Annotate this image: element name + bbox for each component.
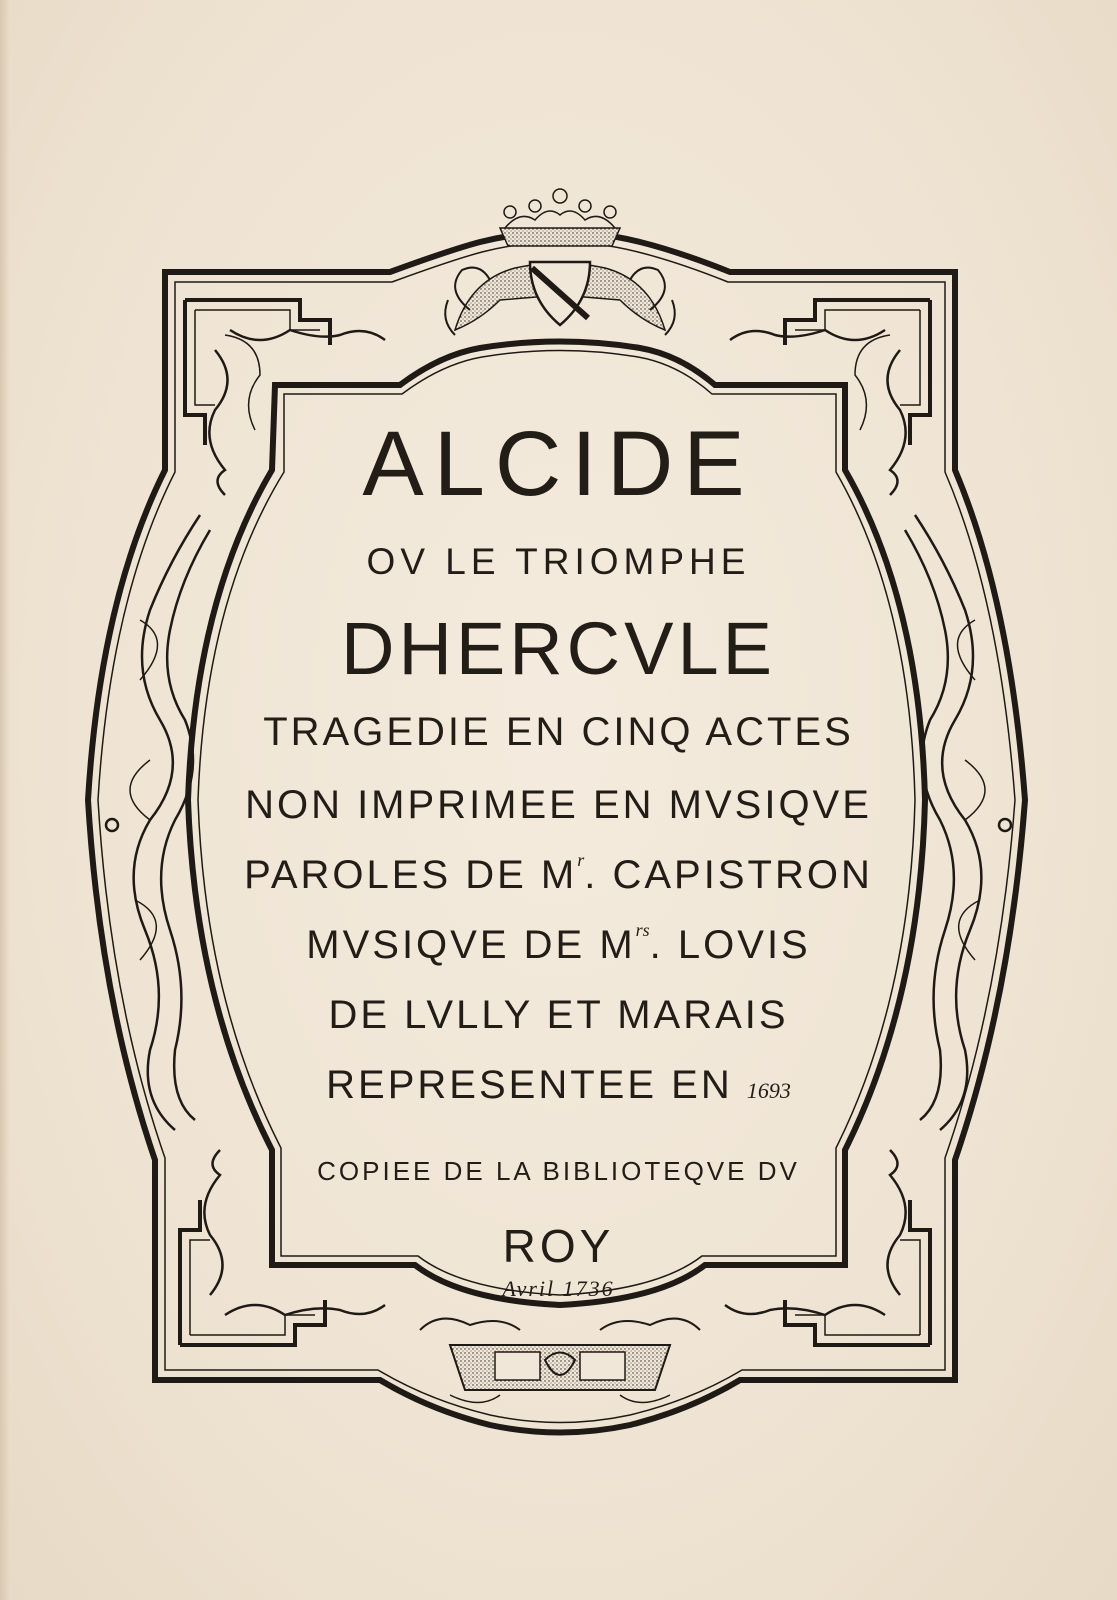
lyricist-name: . CAPISTRON	[584, 853, 873, 897]
main-title: ALCIDE	[362, 413, 755, 515]
copied-from-line: COPIEE DE LA BIBLIOTEQVE DV	[317, 1156, 800, 1186]
status-line: NON IMPRIMEE EN MVSIQVE	[245, 783, 872, 827]
roy-line: ROY	[502, 1220, 615, 1272]
performance-line	[0, 1065, 1117, 1105]
composer-name: . LOVIS	[649, 923, 811, 967]
performance-text: REPRESENTEE EN	[326, 1063, 733, 1107]
lyricist-superscript: r	[577, 850, 585, 870]
coronet-and-shield-crest-icon	[445, 189, 675, 335]
lyricist-line	[0, 850, 1117, 897]
cartouche-ornament-icon	[420, 1319, 700, 1403]
composer-names-line: DE LVLLY ET MARAIS	[328, 993, 789, 1037]
genre-line: TRAGEDIE EN CINQ ACTES	[263, 710, 854, 754]
date-line: Avril 1736	[502, 1276, 615, 1301]
composer-prefix: MVSIQVE DE M	[306, 923, 636, 967]
main-title-second-line: DHERCVLE	[341, 607, 776, 690]
composer-line	[0, 920, 1117, 967]
performance-year: 1693	[746, 1078, 791, 1103]
subtitle: OV LE TRIOMPHE	[366, 541, 751, 582]
lyricist-prefix: PAROLES DE M	[244, 853, 578, 897]
composer-superscript: rs	[635, 920, 650, 940]
